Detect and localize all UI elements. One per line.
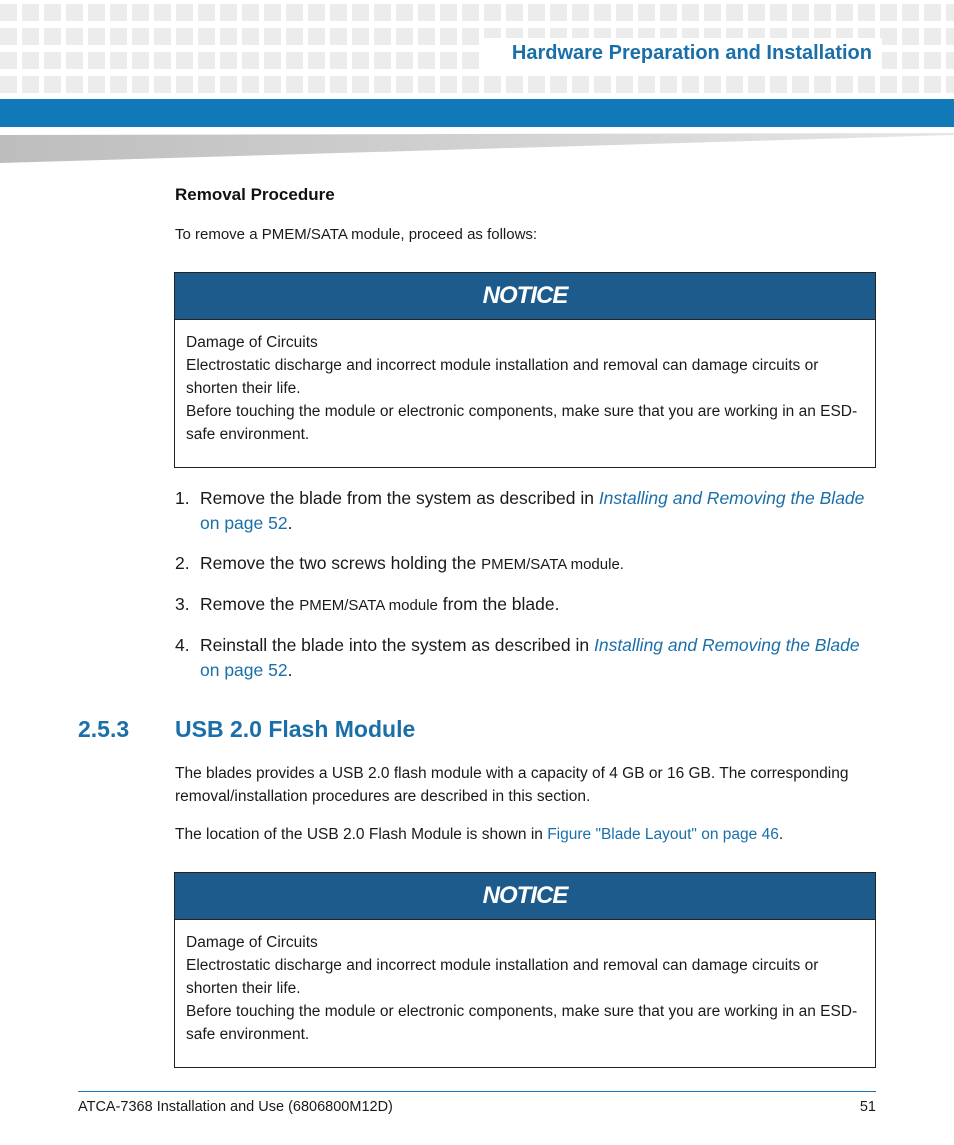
step-module-name: PMEM/SATA module. (481, 556, 624, 573)
footer-page-number: 51 (859, 1099, 876, 1115)
step-module-name: PMEM/SATA module (299, 597, 438, 614)
notice-box-2 (174, 872, 876, 1068)
step-link[interactable]: Installing and Removing the Blade (593, 635, 860, 655)
step-4 (175, 633, 875, 683)
paragraph-text: The location of the USB 2.0 Flash Module is shown in (175, 826, 548, 843)
step-2 (175, 551, 875, 577)
step-1 (175, 486, 875, 536)
step-punct: . (287, 513, 293, 533)
notice-body (175, 320, 875, 446)
notice-line: Electrostatic discharge and incorrect module installation and removal can damage circuits or shorten their life. (186, 357, 819, 397)
section-paragraph-2 (175, 823, 877, 846)
section-paragraph-1: The blades provides a USB 2.0 flash module with a capacity of 4 GB or 16 GB. The corresponding removal/installation procedures are described in this section. (175, 765, 849, 805)
removal-intro-text: To remove a PMEM/SATA module, proceed as follows: (175, 226, 538, 243)
paragraph-punct: . (778, 826, 784, 843)
notice-line: Damage of Circuits (186, 934, 318, 951)
step-number: 2. (175, 553, 190, 573)
running-header-title: Hardware Preparation and Installation (511, 42, 872, 64)
notice-label: NOTICE (482, 882, 568, 909)
step-link[interactable]: Installing and Removing the Blade (598, 488, 865, 508)
step-punct: . (287, 660, 293, 680)
step-text: Reinstall the blade into the system as described in (200, 635, 594, 655)
header-gray-wedge (0, 131, 954, 163)
notice-line: Damage of Circuits (186, 334, 318, 351)
step-number: 3. (175, 594, 190, 614)
step-number: 1. (175, 488, 190, 508)
step-text: Remove the (200, 594, 300, 614)
step-text-tail: from the blade. (437, 594, 560, 614)
figure-link[interactable]: Figure "Blade Layout" on page 46 (547, 826, 779, 843)
notice-label: NOTICE (482, 282, 568, 309)
section-number: 2.5.3 (78, 716, 130, 742)
footer-rule (78, 1091, 876, 1092)
step-3 (175, 592, 875, 618)
footer-document-title: ATCA-7368 Installation and Use (6806800M12D) (78, 1099, 393, 1115)
notice-header (175, 273, 875, 320)
step-page-link[interactable]: on page 52 (200, 513, 288, 533)
notice-line: Before touching the module or electronic components, make sure that you are working in an ESD-safe environment. (186, 403, 858, 443)
removal-procedure-heading: Removal Procedure (175, 185, 335, 204)
step-number: 4. (175, 635, 190, 655)
notice-line: Electrostatic discharge and incorrect module installation and removal can damage circuits or shorten their life. (186, 957, 819, 997)
step-text: Remove the two screws holding the (200, 553, 482, 573)
notice-line: Before touching the module or electronic components, make sure that you are working in an ESD-safe environment. (186, 1003, 858, 1043)
section-title: USB 2.0 Flash Module (175, 716, 416, 742)
step-page-link[interactable]: on page 52 (200, 660, 288, 680)
notice-box-1 (174, 272, 876, 468)
notice-body (175, 920, 875, 1046)
header-blue-band (0, 99, 954, 127)
notice-header (175, 873, 875, 920)
step-text: Remove the blade from the system as described in (200, 488, 599, 508)
